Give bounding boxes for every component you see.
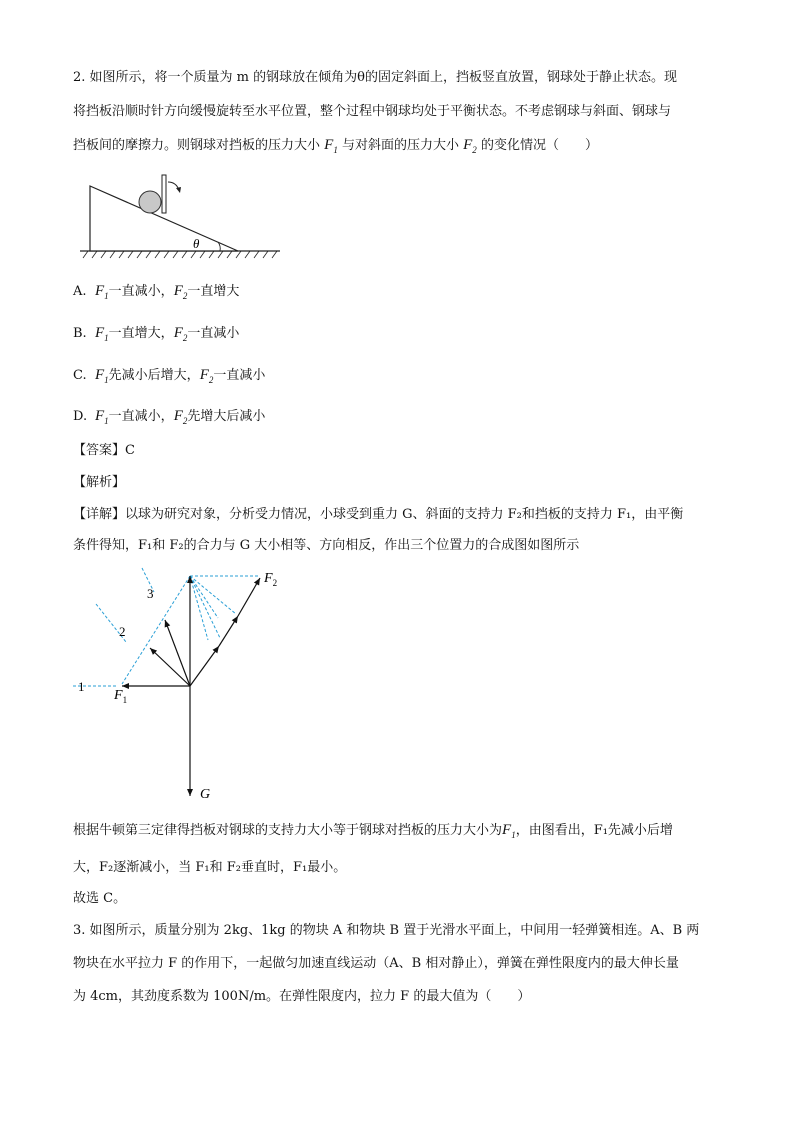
- position-label-1: 1: [78, 679, 85, 694]
- option-d-label: D.: [73, 409, 88, 424]
- option-d-f2-text: 先增大后减小: [187, 409, 266, 424]
- arrow-pos3: [165, 620, 190, 686]
- option-c[interactable]: C. $F_1$先减小后增大，$F_2$一直减小: [73, 367, 266, 385]
- option-c-f2-text: 一直减小: [213, 368, 266, 383]
- option-c-label: C.: [73, 368, 87, 383]
- label-f2: $F_2$: [264, 571, 278, 588]
- force-diagram: [70, 560, 290, 805]
- option-d-f1-text: 一直减小，: [108, 409, 174, 424]
- option-a[interactable]: A. $F_1$一直减小，$F_2$一直增大: [73, 283, 240, 301]
- option-a-f1-text: 一直减小，: [108, 284, 174, 299]
- q3-stem-line-2: 物块在水平拉力 F 的作用下，一起做匀加速直线运动（A、B 相对静止），弹簧在弹性限度内的最大伸长量: [73, 956, 679, 971]
- option-b-label: B.: [73, 326, 87, 341]
- q2-stem-line-3-part-c: 的变化情况（ ）: [480, 138, 598, 153]
- analysis-title: 【解析】: [73, 475, 126, 490]
- position-label-3: 3: [147, 586, 154, 601]
- option-b-f2-text: 一直减小: [187, 326, 240, 341]
- option-a-label: A.: [73, 284, 87, 299]
- baffle-plate: [162, 175, 166, 213]
- rotation-arrow-head: [176, 187, 181, 193]
- arrow-f2-a: [190, 646, 219, 686]
- arrow-pos2: [150, 648, 190, 686]
- detail-line-1: 【详解】以球为研究对象，分析受力情况，小球受到重力 G、斜面的支持力 F₂和挡板的支持力 F₁，由平衡: [73, 507, 684, 522]
- conclusion-line-2: 大，F₂逐渐减小，当 F₁和 F₂垂直时，F₁最小。: [73, 860, 347, 875]
- conclusion-line-1-part-a: 根据牛顿第三定律得挡板对钢球的支持力大小等于钢球对挡板的压力大小为: [73, 823, 503, 838]
- symbol-f1-inline: $F_1$: [502, 822, 516, 840]
- construction-lines: [73, 568, 260, 686]
- option-d[interactable]: D. $F_1$一直减小，$F_2$先增大后减小: [73, 408, 266, 426]
- label-g: G: [200, 787, 211, 802]
- incline-figure: [80, 172, 280, 262]
- option-b[interactable]: B. $F_1$一直增大，$F_2$一直减小: [73, 325, 240, 343]
- q2-stem-line-1: 2. 如图所示，将一个质量为 m 的钢球放在倾角为θ的固定斜面上，挡板竖直放置，钢球处于静止状态。现: [73, 70, 677, 85]
- q3-stem-line-3: 为 4cm，其劲度系数为 100N/m。在弹性限度内，拉力 F 的最大值为（ ）: [73, 989, 531, 1004]
- arrow-f2-c: [238, 578, 260, 616]
- q3-stem-line-1: 3. 如图所示，质量分别为 2kg、1kg 的物块 A 和物块 B 置于光滑水平面上，中间用一轻弹簧相连。A、B 两: [73, 923, 700, 938]
- choice-line: 故选 C。: [73, 891, 127, 906]
- option-c-f1-text: 先减小后增大，: [108, 368, 200, 383]
- conclusion-line-1: [73, 820, 673, 845]
- q2-stem-line-3-part-a: 挡板间的摩擦力。则钢球对挡板的压力大小: [73, 138, 321, 153]
- arrow-f2-b: [219, 616, 238, 646]
- q2-stem-line-3-part-b: 与对斜面的压力大小: [341, 138, 459, 153]
- symbol-f2: $F_2$: [463, 137, 477, 155]
- conclusion-line-1-part-b: ，由图看出，F₁先减小后增: [515, 823, 673, 838]
- force-arrows: [122, 576, 260, 796]
- q2-stem-line-3: [73, 135, 598, 160]
- detail-line-2: 条件得知，F₁和 F₂的合力与 G 大小相等、方向相反，作出三个位置力的合成图如图所示: [73, 538, 580, 553]
- steel-ball: [139, 191, 161, 213]
- answer-line: 【答案】C: [73, 443, 135, 458]
- ground-hatching: [83, 251, 277, 258]
- label-f1: $F_1$: [114, 688, 128, 705]
- q2-stem-line-2: 将挡板沿顺时针方向缓慢旋转至水平位置，整个过程中钢球均处于平衡状态。不考虑钢球与斜面、钢球与: [73, 104, 672, 119]
- option-a-f2-text: 一直增大: [187, 284, 240, 299]
- position-label-2: 2: [119, 624, 126, 639]
- symbol-f1: $F_1$: [324, 137, 338, 155]
- option-b-f1-text: 一直增大，: [108, 326, 174, 341]
- angle-theta-label: θ: [193, 236, 200, 251]
